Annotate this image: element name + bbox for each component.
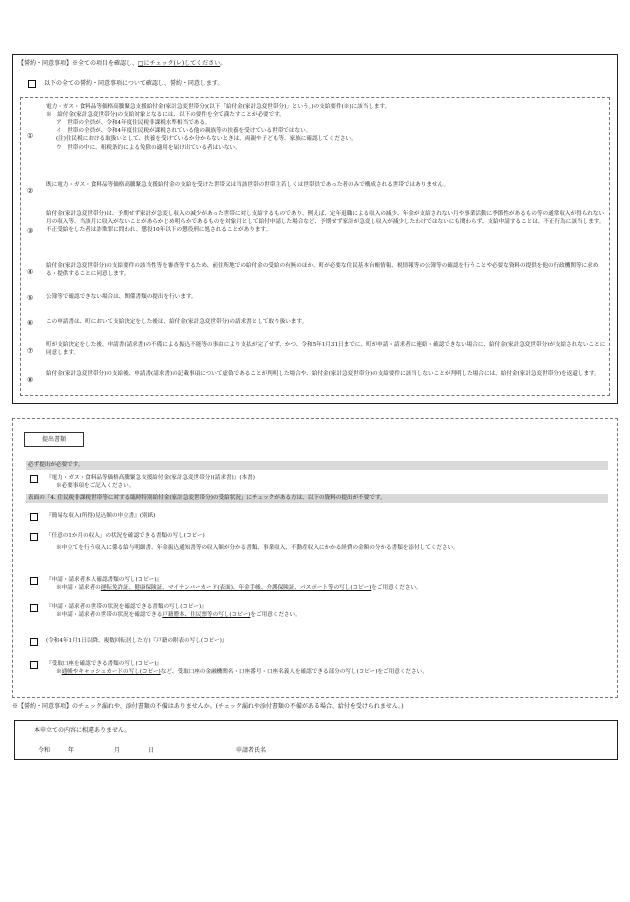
doc-household-note <box>46 611 606 619</box>
doc-income-label: 『簡易な収入(所得)見込額の申立書』(別紙) <box>46 513 156 519</box>
pledge-item <box>22 262 608 282</box>
pledge-item <box>22 103 608 169</box>
doc-household-note-suffix: をご用意ください。 <box>250 612 301 619</box>
pledge-header-instruction: □にチェック(レ)してください <box>138 60 221 67</box>
pledge-item-number: ③ <box>27 226 34 235</box>
pledge-item-condition-b: イ 世帯の全員が、令和4年度住民税が課税されている他の親族等の扶養を受けている世帯ではない。 <box>56 128 312 135</box>
doc-household-note-docs: 戸籍謄本、住民票等の写し(コピー) <box>162 612 251 619</box>
date-era: 令和 <box>38 747 51 754</box>
doc-bank-note-suffix: など、受取口座の金融機関名・口座番号・口座名義人を確認できる部分の写し(コピー)をご用意ください。 <box>160 669 428 676</box>
pledge-item-condition-a: ア 世帯の全員が、令和4年度住民税非課税水準相当である。 <box>56 120 211 127</box>
doc-koseki-label: (令和4年1月1日以降、複数回転居した方)『戸籍の附表の写し(コピー)』 <box>46 638 228 644</box>
doc-household-label: 『申請・請求者の世帯の状況を確認できる書類の写し(コピー)』 <box>46 604 207 610</box>
doc-month-note: ※申立てを行う収入に係る給与明細書、年金振込通知書等の収入額が分かる書類、事業収入、不動産収入にかかる経費の金額の分かる書類を添付してください。 <box>56 545 459 552</box>
pledge-item-number: ① <box>27 131 34 140</box>
pledge-item-number: ⑧ <box>27 375 34 384</box>
documents-title: 提出書類 <box>24 432 84 447</box>
pledge-item-number: ② <box>27 186 34 195</box>
pledge-item-number: ④ <box>27 267 34 276</box>
doc-id-note-prefix: ※申請・請求者の <box>56 585 101 592</box>
doc-bank-note <box>46 668 606 676</box>
pledge-item-note: ※ 給付金(家計急変世帯分)の支給対象となるには、以下の要件を全て満たすことが必要です。 <box>46 112 285 119</box>
doc-bank-label: 『受取口座を確認できる書類の写し(コピー)』 <box>46 661 163 667</box>
conditional-band <box>26 494 608 503</box>
doc-month-label: 「任意の1か月の収入」の状況を確認できる書類の写し(コピー) <box>46 533 205 539</box>
date-year-label: 年 <box>68 747 75 754</box>
pledge-item-condition-c: ウ 世帯の中に、租税条約による免除の適用を届け出ている者はいない。 <box>56 144 241 151</box>
pledge-item <box>22 370 608 390</box>
pledge-item-number: ⑦ <box>27 346 34 355</box>
pledge-item-number: ⑤ <box>27 294 34 302</box>
pledge-agree-checkbox[interactable] <box>28 80 36 88</box>
doc-main-label: 『電力・ガス・食料品等価格高騰緊急支援給付金(家計急変世帯分)(請求書)』(本書) <box>46 475 255 481</box>
required-band <box>26 461 608 470</box>
documents-section <box>12 418 618 698</box>
doc-household-note-prefix: ※申請・請求者の世帯の状況を確認できる <box>56 612 163 619</box>
pledge-item <box>22 318 608 328</box>
pledge-agree-label: 以下の全ての誓約・同意事項について確認し、誓約・同意します。 <box>44 80 224 87</box>
doc-id-note <box>46 584 606 592</box>
pledge-item-text: 既に電力・ガス・食料品等価格高騰緊急支援給付金の支給を受けた世帯又は当該世帯の世帯主若しくは世帯員であった者のみで構成される世帯ではありません。 <box>46 182 450 188</box>
pledge-item-text: 給付金(家計急変世帯分)の支給要件の該当性等を審査等するため、前住所地での給付金の受給の有無のほか、町が必要な住民基本台帳情報、税情報等の公簿等の確認を行うことや必要な資料の提供を他の行政機関等に求める・提供することに同意します。 <box>46 263 599 278</box>
doc-month-checkbox[interactable] <box>30 533 38 541</box>
doc-income-checkbox[interactable] <box>30 513 38 521</box>
date-month-label: 月 <box>114 747 121 754</box>
doc-household-checkbox[interactable] <box>30 604 38 612</box>
required-band-text: 必ず提出が必要です。 <box>28 462 84 468</box>
doc-bank-note-docs: 通帳やキャッシュカードの写し(コピー) <box>61 669 161 676</box>
pledge-header <box>18 60 226 69</box>
check-reminder: ※【誓約・同意事項】のチェック漏れや、添付書類の不備はありませんか。(チェック漏れや添付書類の不備がある場合、給付を受けられません。) <box>12 703 404 710</box>
pledge-item-text: 公簿等で確認できない場合は、関係書類の提出を行います。 <box>46 294 197 300</box>
doc-bank-note-prefix: ※ <box>56 669 62 676</box>
confirmation-box <box>14 720 618 760</box>
doc-main-note: ※必要事項をご記入ください。 <box>56 483 135 490</box>
conditional-band-text: 表面の「4. 住民税非課税世帯等に対する臨時特別給付金(家計急変世帯分)の受給状況」にチェックがある方は、以下の資料の提出が不要です。 <box>28 495 386 501</box>
pledge-item <box>22 293 608 303</box>
applicant-name-label: 申請者氏名 <box>236 747 267 754</box>
pledge-item-text: 町が支給決定をした後、申請書(請求書)の不備による振込不能等の事由により支払が完了せず、かつ、令和5年1月31日までに、町が申請・請求者に連絡・確認できない場合に、給付金(家計急変世帯分)が支給されないことに同意します。 <box>46 342 606 357</box>
doc-id-checkbox[interactable] <box>30 577 38 585</box>
pledge-item <box>22 181 608 201</box>
doc-main-checkbox[interactable] <box>30 475 38 483</box>
pledge-item-text: 給付金(家計急変世帯分)の支給後、申請書(請求書)の記載事項について虚偽であることが判明した場合や、給付金(家計急変世帯分)の支給要件に該当しないことが判明した場合には、給付金(家計急変世帯分)を返還します。 <box>46 371 600 377</box>
pledge-item <box>22 341 608 361</box>
doc-id-note-suffix: をご用意ください。 <box>371 585 422 592</box>
doc-koseki-checkbox[interactable] <box>30 638 38 646</box>
confirmation-text: 本申立ての内容に相違ありません。 <box>34 727 131 734</box>
doc-id-label: 『申請・請求者本人確認書類の写し(コピー)』 <box>46 577 163 583</box>
pledge-item-text: この申請書は、町において支給決定をした後は、給付金(家計急変世帯分)の請求書として取り扱います。 <box>46 319 308 325</box>
pledge-item-text: 給付金(家計急変世帯分)は、予期せず家計が急変し収入の減少があった世帯に対し支給するものであり、例えば、定年退職による収入の減少、年金が支給されない月や事業活動に季節性があるもの等の通常収入が得られない月の収入等、当該月に収入がないことがあらかじめ明らかであるものを対象月として給付申請した場合など、予期せず家計が急変し収入が減少したわけではないにも関わらず、支給申請することは、不正行為に該当します。不正受給をした者は詐欺罪に問われ、懲役10年以下の懲役刑に処されることがあります。 <box>46 211 605 234</box>
pledge-item-condition-note: (注)住民税における取扱いとして、扶養を受けているか分からないときは、両親や子ども等、家族に確認してください。 <box>56 136 357 143</box>
doc-bank-checkbox[interactable] <box>30 661 38 669</box>
date-day-label: 日 <box>148 747 155 754</box>
pledge-item-text: 電力・ガス・食料品等価格高騰緊急支援給付金(家計急変世帯分)(以下「給付金(家計急変世帯分)」という。)の支給要件(※)に該当します。 <box>46 104 391 110</box>
pledge-header-suffix: 。 <box>220 60 227 67</box>
pledge-item <box>22 210 608 252</box>
doc-id-note-docs: 運転免許証、健康保険証、マイナンバーカード(表面)、年金手帳、介護保険証、パスポート等の写し(コピー) <box>100 585 372 592</box>
pledge-item-number: ⑥ <box>27 319 34 327</box>
pledge-header-prefix: 【誓約・同意事項】※全ての項目を確認し、 <box>18 60 139 67</box>
